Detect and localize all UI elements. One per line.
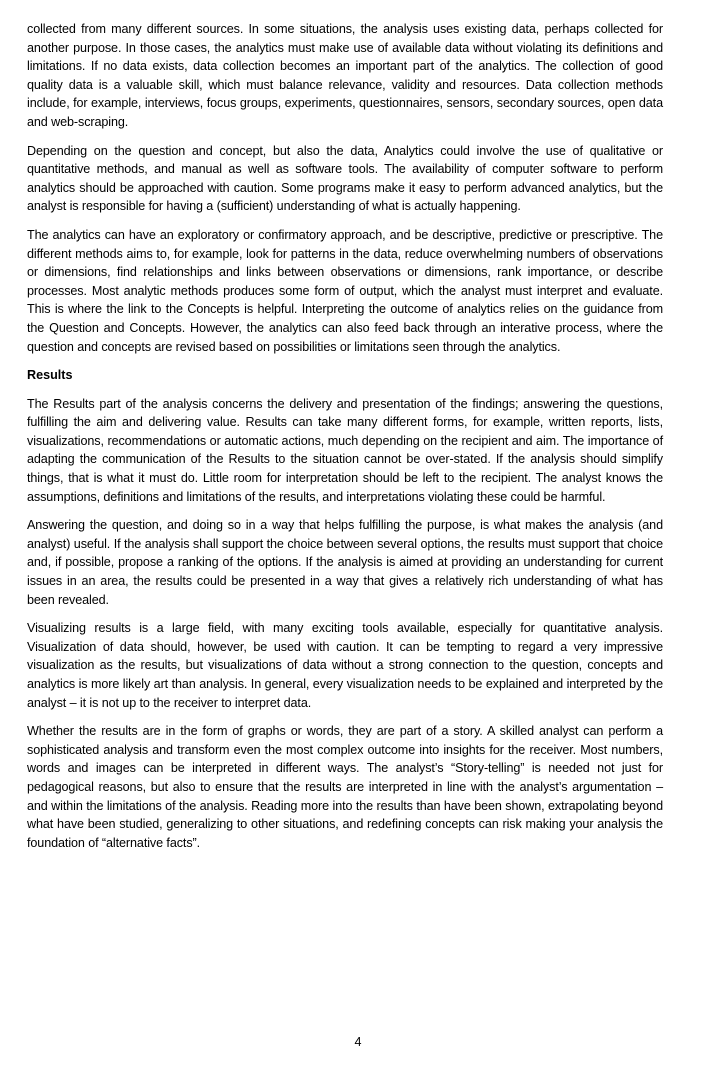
page-number: 4 (354, 1035, 362, 1049)
paragraph-results-delivery: The Results part of the analysis concerns the delivery and presentation of the findings; answering the questions, fulfilling the aim and delivering value. Results can take many different forms, for example, written reports, lists, visualizations, recommendations or automatic actions, much depending on the recipient and aim. The importance of adapting the communication of the Results to the situation cannot be over-stated. If the analysis should simplify things, that is what it must do. Little room for interpretation should be left to the recipient. The analyst knows the assumptions, definitions and limitations of the results, and interpretations violating these could be harmful. (27, 396, 663, 504)
paragraph-data-collection: collected from many different sources. In some situations, the analysis uses existing data, perhaps collected for another purpose. In those cases, the analytics must make use of available data without violating its definitions and limitations. If no data exists, data collection becomes an important part of the analytics. The collection of good quality data is a valuable skill, which must balance relevance, validity and resources. Data collection methods include, for example, interviews, focus groups, experiments, questionnaires, sensors, secondary sources, open data and web-scraping. (27, 22, 663, 129)
paragraph-analytics-approach: The analytics can have an exploratory or confirmatory approach, and be descriptive, predictive or prescriptive. The different methods aims to, for example, look for patterns in the data, reduce overwhelming numbers of observations or dimensions, find relationships and links between observations or dimensions, rank importance, or describe processes. Most analytic methods produces some form of output, which the analyst must interpret and evaluate. This is where the link to the Concepts is helpful. Interpreting the outcome of analytics relies on the guidance from the Question and Concepts. However, the analytics can also feed back through an interative process, where the question and concepts are revised based on possibilities or limitations seen through the analytics. (27, 227, 663, 354)
paragraph-answering-question: Answering the question, and doing so in a way that helps fulfilling the purpose, is what makes the analysis (and analyst) useful. If the analysis shall support the choice between several options, the results must support that choice and, if possible, propose a ranking of the options. If the analysis is aimed at providing an understanding for current issues in an area, the results could be presented in a way that gives a relatively rich understanding of what has been revealed. (27, 518, 663, 607)
section-heading-results: Results (27, 368, 73, 383)
document-page (27, 20, 663, 862)
paragraph-story-telling: Whether the results are in the form of graphs or words, they are part of a story. A skilled analyst can perform a sophisticated analysis and transform even the most complex outcome into insights for the receiver. Most numbers, words and images can be interpreted in different ways. The analyst’s “Story-telling” is needed not just for pedagogical reasons, but also to ensure that the results are interpreted in line with the analyst’s argumentation – and within the limitations of the analysis. Reading more into the results than have been shown, extrapolating beyond what have been studied, generalizing to other situations, and redefining concepts can risk making your analysis the foundation of “alternative facts”. (27, 724, 663, 850)
paragraph-visualizing-results: Visualizing results is a large field, with many exciting tools available, especially for quantitative analysis. Visualization of data should, however, be used with caution. It can be tempting to regard a very impressive visualization as the results, but visualizations of data without a strong connection to the question, concepts and analytics is more likely art than analysis. In general, every visualization needs to be explained and interpreted by the analyst – it is not up to the receiver to interpret data. (27, 621, 663, 710)
paragraph-analytics-methods: Depending on the question and concept, but also the data, Analytics could involve the use of qualitative or quantitative methods, and manual as well as software tools. The availability of computer software to perform analytics should be approached with caution. Some programs make it easy to perform advanced analytics, but the analyst is responsible for having a (sufficient) understanding of what is actually happening. (27, 143, 663, 214)
